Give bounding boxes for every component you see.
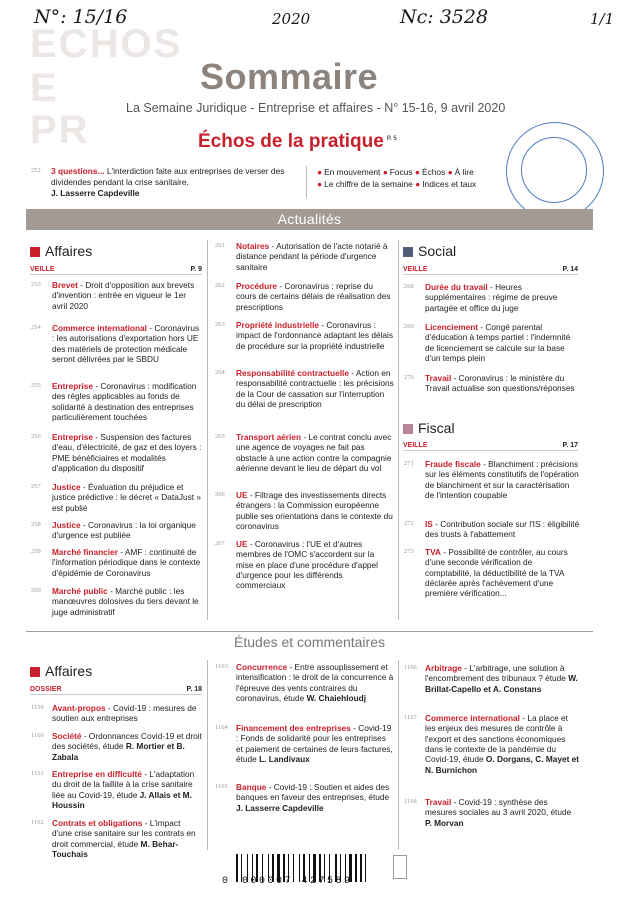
handwritten-page-count: 1/1	[590, 10, 615, 28]
entry-key: UE	[236, 490, 248, 500]
veille-page: P. 17	[562, 442, 578, 449]
entry-key: Commerce international	[52, 323, 147, 333]
entry-text: - Coronavirus : l'UE et d'autres membres de l'OMC s'accordent sur la mise en place d'une procédure d'appel d'urgence pour les différends commerciaux	[236, 539, 379, 591]
library-stamp-inner	[521, 137, 587, 203]
entry-key: Financement des entreprises	[236, 723, 351, 733]
entry-key: Concurrence	[236, 662, 288, 672]
actualites-affaires-veille	[30, 266, 202, 275]
actualites-social-heading	[403, 243, 456, 259]
barcode-bar	[358, 854, 359, 882]
entry-text: - Ordonnances Covid-19 et droit des sociétés, étude	[52, 731, 202, 752]
entry-key: Justice	[52, 482, 81, 492]
entry-page: 265	[215, 433, 225, 440]
entry-page: 1161	[31, 770, 44, 777]
bullet-icon: ●	[382, 167, 388, 177]
entry-page: 258	[31, 521, 41, 528]
entry-author: P. Morvan	[425, 817, 464, 828]
list-item	[404, 713, 580, 775]
red-square-icon	[30, 247, 40, 257]
barcode-bar	[363, 854, 364, 882]
entry-text: - Covid-19 : mesures de soutien aux entreprises	[52, 703, 197, 724]
echos-feature-author: J. Lasserre Capdeville	[51, 187, 140, 198]
entry-author: L. Landivaux	[259, 754, 310, 765]
list-item	[31, 520, 202, 541]
entry-page: 259	[31, 548, 41, 555]
rubric-echos: Échos	[421, 167, 446, 177]
entry-key: Entreprise	[52, 432, 94, 442]
etudes-affaires-dossier	[30, 686, 202, 695]
entry-page: 1168	[404, 798, 417, 805]
list-item	[215, 432, 394, 474]
entry-text: - Autorisation de l'acte notarié à distance pendant la période d'urgence sanitaire	[236, 241, 388, 272]
barcode-bar	[355, 854, 357, 882]
watermark-line-2: E	[30, 66, 59, 110]
entry-key: Banque	[236, 782, 267, 792]
rubric-indices: Indices et taux	[422, 179, 477, 190]
entry-text: - Coronavirus : le ministère du Travail actualise son questions/réponses	[425, 373, 575, 394]
list-item	[404, 282, 580, 313]
echos-feature	[33, 166, 293, 199]
bullet-icon: ●	[317, 179, 323, 190]
barcode-bar	[236, 854, 238, 882]
entry-author: O. Dorgans, C. Mayet et N. Burnichon	[425, 754, 580, 775]
column-divider	[398, 660, 399, 850]
list-item	[215, 281, 394, 312]
entry-text: - Évaluation du préjudice et justice prédictive : le décret « DataJust » est publié	[52, 482, 201, 513]
entry-page: 255	[31, 382, 41, 389]
entry-key: Avant-propos	[52, 703, 106, 713]
entry-text: - Covid-19 : synthèse des mesures sociales au 3 avril 2020, étude	[425, 797, 572, 818]
handwritten-issue-number: N°: 15/16	[34, 6, 128, 28]
entry-text: - Coronavirus : reprise du cours de certains délais de réalisation des prescriptions	[236, 281, 391, 312]
entry-author: M. Behar-Touchais	[52, 838, 179, 860]
list-item	[215, 539, 394, 591]
actualites-fiscal-heading	[403, 420, 455, 436]
rubric-focus: Focus	[389, 167, 413, 177]
list-item	[215, 320, 394, 351]
list-item	[404, 459, 580, 501]
entry-text: - Covid-19 : Fonds de solidarité pour les entreprises et paiement de certaines de leurs factures, étude	[236, 723, 393, 765]
etudes-affaires-label: Affaires	[45, 663, 93, 679]
list-item	[215, 368, 394, 410]
entry-text: - Congé parental d'éducation à temps partiel : l'indemnité de licenciement se calcule sur la base d'un temps plein	[425, 322, 571, 364]
echos-feature-body: L'interdiction faite aux entreprises de verser des dividendes pendant la crise sanitaire,	[51, 166, 285, 187]
list-item	[31, 731, 202, 762]
entry-page: 273	[404, 548, 414, 555]
etudes-band-line	[26, 631, 593, 632]
watermark-line-3: PR	[30, 108, 90, 152]
echos-section-title	[198, 131, 397, 153]
entry-key: Notaires	[236, 241, 270, 251]
barcode-bar	[239, 854, 240, 882]
barcode-bar	[367, 854, 370, 882]
barcode-bar	[365, 854, 366, 882]
barcode-bar	[353, 854, 354, 882]
entry-key: IS	[425, 519, 433, 529]
etudes-affaires-heading	[30, 663, 92, 679]
entry-page: 1163	[215, 663, 228, 670]
entry-page: 263	[215, 321, 225, 328]
list-item	[31, 381, 202, 423]
entry-text: - Droit d'opposition aux brevets d'invention : entrée en vigueur le 1er avril 2020	[52, 280, 195, 311]
entry-text: - Coronavirus : les autorisations d'exportation hors UE des matériels de protection médicale seront délivrées par le SBDU	[52, 323, 200, 365]
list-item	[31, 703, 202, 724]
echos-page-ref: P. 5	[386, 135, 397, 142]
entry-text: - Marché public : les manœuvres dolosives du tiers devant le juge administratif	[52, 586, 199, 617]
entry-page: 254	[31, 324, 41, 331]
entry-page: 266	[215, 491, 225, 498]
entry-key: Entreprise	[52, 381, 94, 391]
entry-author: W. Brillat-Capello et A. Constans	[425, 673, 578, 694]
entry-text: - La place et les enjeux des mesures de contrôle à l'export et des sanctions économiques dans le contexte de la pandémie du Covid-19, étude	[425, 713, 568, 765]
entry-author: J. Allais et M. Houssin	[52, 789, 192, 811]
entry-text: - L'impact d'une crise sanitaire sur les contrats en droit commercial, étude	[52, 818, 196, 849]
entry-page: 262	[215, 282, 225, 289]
list-item	[215, 723, 394, 765]
entry-key: Travail	[425, 797, 452, 807]
entry-text: - L'arbitrage, une solution à l'encombrement des tribunaux ? étude	[425, 663, 569, 684]
veille-label: VEILLE	[403, 266, 428, 273]
entry-key: Entreprise en difficulté	[52, 769, 142, 779]
column-divider	[398, 240, 399, 620]
entry-author: R. Mortier et B. Zabala	[52, 741, 185, 762]
dossier-page: P. 18	[186, 686, 202, 693]
entry-key: Fraude fiscale	[425, 459, 481, 469]
entry-page: 1167	[404, 714, 417, 721]
actualites-fiscal-label: Fiscal	[418, 420, 455, 436]
entry-page: 253	[31, 281, 41, 288]
list-item	[215, 662, 394, 704]
entry-key: Arbitrage	[425, 663, 462, 673]
entry-key: Société	[52, 731, 82, 741]
echos-rubrics-row-1	[317, 166, 527, 178]
entry-key: Durée du travail	[425, 282, 488, 292]
handwritten-year: 2020	[272, 10, 311, 28]
entry-text: - Contribution sociale sur l'IS : éligibilité des trusts à l'abattement	[425, 519, 580, 540]
entry-page: 1166	[404, 664, 417, 671]
list-item	[31, 482, 202, 513]
entry-page: 271	[404, 460, 414, 467]
entry-page: 1159	[31, 704, 44, 711]
entry-page: 264	[215, 369, 225, 376]
echos-feature-lead: 3 questions...	[51, 166, 105, 176]
list-item	[215, 782, 394, 813]
actualites-affaires-label: Affaires	[45, 243, 93, 259]
entry-page: 270	[404, 374, 414, 381]
barcode-lead-digit: 0	[222, 876, 229, 887]
entry-page: 269	[404, 323, 414, 330]
entry-page: 1162	[31, 819, 44, 826]
actualites-fiscal-veille	[403, 442, 578, 451]
pink-square-icon	[403, 424, 413, 434]
entry-key: Marché public	[52, 586, 108, 596]
echos-title-text: Échos de la pratique	[198, 131, 384, 152]
list-item	[31, 769, 202, 811]
entry-text: - AMF : continuité de l'information périodique dans le contexte d'épidémie de Coronavirus	[52, 547, 201, 578]
list-item	[404, 797, 580, 828]
column-divider	[207, 240, 208, 620]
entry-page: 257	[31, 483, 41, 490]
list-item	[31, 280, 202, 311]
echos-rubrics-row-2	[317, 178, 527, 190]
red-square-icon	[30, 667, 40, 677]
entry-page: 260	[31, 587, 41, 594]
actualites-band: Actualités	[26, 209, 593, 230]
page-title: Sommaire	[200, 56, 379, 97]
veille-page: P. 9	[190, 266, 202, 273]
entry-text: - Covid-19 : Soutien et aides des banques en faveur des entreprises, étude	[236, 782, 390, 803]
entry-key: Propriété industrielle	[236, 320, 319, 330]
rubric-en-mouvement: En mouvement	[324, 167, 381, 177]
entry-text: - Suspension des factures d'eau, d'électricité, de gaz et des loyers : PME bénéficiaires et modalités d'application du dispositif	[52, 432, 202, 474]
entry-text: - Le contrat conclu avec une agence de voyages ne fait pas obstacle à une action contre la compagnie aérienne devant le lieu de départ du vol	[236, 432, 392, 474]
entry-text: - Coronavirus : modification des règles applicables au fonds de solidarité à destination des entreprises particulièrement touchées	[52, 381, 197, 423]
entry-key: Brevet	[52, 280, 78, 290]
entry-text: - Action en responsabilité contractuelle : les précisions de la Cour de cassation sur l'interruption du délai de prescription	[236, 368, 394, 410]
entry-key: Procédure	[236, 281, 278, 291]
echos-divider	[306, 166, 307, 198]
entry-text: - L'adaptation du droit de la faillite à la crise sanitaire liée au Covid-19, étude	[52, 769, 195, 800]
watermark-line-1: ECHOS	[30, 22, 183, 66]
bullet-icon: ●	[317, 167, 323, 177]
list-item	[404, 519, 580, 540]
entry-text: - Heures supplémentaires : régime de preuve partagée et office du juge	[425, 282, 558, 313]
entry-page: 267	[215, 540, 225, 547]
barcode-number: 000007 427589	[242, 876, 353, 887]
entry-key: Justice	[52, 520, 81, 530]
rubric-chiffre: Le chiffre de la semaine	[324, 179, 413, 190]
dossier-label: DOSSIER	[30, 686, 62, 693]
echos-feature-text	[51, 166, 293, 199]
entry-text: - Coronavirus : impact de l'ordonnance adaptant les délais de procédure sur la propriété industrielle	[236, 320, 394, 351]
entry-page: 261	[215, 242, 225, 249]
entry-page: 272	[404, 520, 414, 527]
actualites-social-veille	[403, 266, 578, 275]
entry-text: - Filtrage des investissements directs étrangers : la Commission européenne publie ses orientations dans le contexte du coronavirus	[236, 490, 393, 532]
entry-key: Transport aérien	[236, 432, 302, 442]
list-item	[404, 547, 580, 599]
entry-key: Commerce international	[425, 713, 520, 723]
entry-key: Contrats et obligations	[52, 818, 143, 828]
barcode-side-mark	[393, 855, 407, 879]
entry-page: 1164	[215, 724, 228, 731]
column-divider	[207, 660, 208, 850]
page-subtitle: La Semaine Juridique - Entreprise et affaires - N° 15-16, 9 avril 2020	[126, 101, 506, 115]
list-item	[404, 373, 580, 394]
entry-page: 256	[31, 433, 41, 440]
entry-text: - Blanchiment : précisions sur les éléments constitutifs de l'opération de blanchiment et sur la caractérisation de l'intention coupable	[425, 459, 579, 501]
list-item	[404, 663, 580, 694]
entry-author: J. Lasserre Capdeville	[236, 802, 324, 813]
list-item	[31, 586, 202, 617]
list-item	[31, 818, 202, 860]
veille-label: VEILLE	[403, 442, 428, 449]
list-item	[31, 432, 202, 474]
entry-text: - Entre assouplissement et intensification : le droit de la concurrence à l'épreuve des vents contraires du coronavirus, étude	[236, 662, 394, 704]
blue-square-icon	[403, 247, 413, 257]
list-item	[31, 547, 202, 578]
entry-page: 1165	[215, 783, 228, 790]
etudes-band: Études et commentaires	[234, 634, 385, 650]
list-item	[31, 323, 202, 365]
echos-feature-page: 252	[31, 167, 41, 174]
entry-key: UE	[236, 539, 248, 549]
list-item	[404, 322, 580, 364]
entry-key: Responsabilité contractuelle	[236, 368, 349, 378]
bullet-icon: ●	[415, 179, 421, 190]
actualites-affaires-heading	[30, 243, 92, 259]
bullet-icon: ●	[414, 167, 420, 177]
list-item	[215, 241, 394, 272]
handwritten-reference: Nc: 3528	[400, 6, 489, 28]
entry-page: 1160	[31, 732, 44, 739]
barcode-bar	[360, 854, 362, 882]
entry-page: 268	[404, 283, 414, 290]
veille-page: P. 14	[562, 266, 578, 273]
entry-author: W. Chaiehloudj	[306, 693, 367, 704]
actualites-social-label: Social	[418, 243, 457, 259]
entry-key: Licenciement	[425, 322, 479, 332]
entry-key: Marché financier	[52, 547, 118, 557]
entry-text: - Coronavirus : la loi organique d'urgence est publiée	[52, 520, 196, 541]
entry-key: Travail	[425, 373, 452, 383]
entry-text: - Possibilité de contrôler, au cours d'une seconde vérification de comptabilité, la déductibilité de la TVA déclarée après l'achèvement d'une première vérification...	[425, 547, 568, 599]
veille-label: VEILLE	[30, 266, 55, 273]
bullet-icon: ●	[447, 167, 453, 177]
echos-rubrics	[317, 166, 527, 190]
list-item	[215, 490, 394, 532]
entry-key: TVA	[425, 547, 441, 557]
rubric-a-lire: À lire	[454, 167, 474, 177]
